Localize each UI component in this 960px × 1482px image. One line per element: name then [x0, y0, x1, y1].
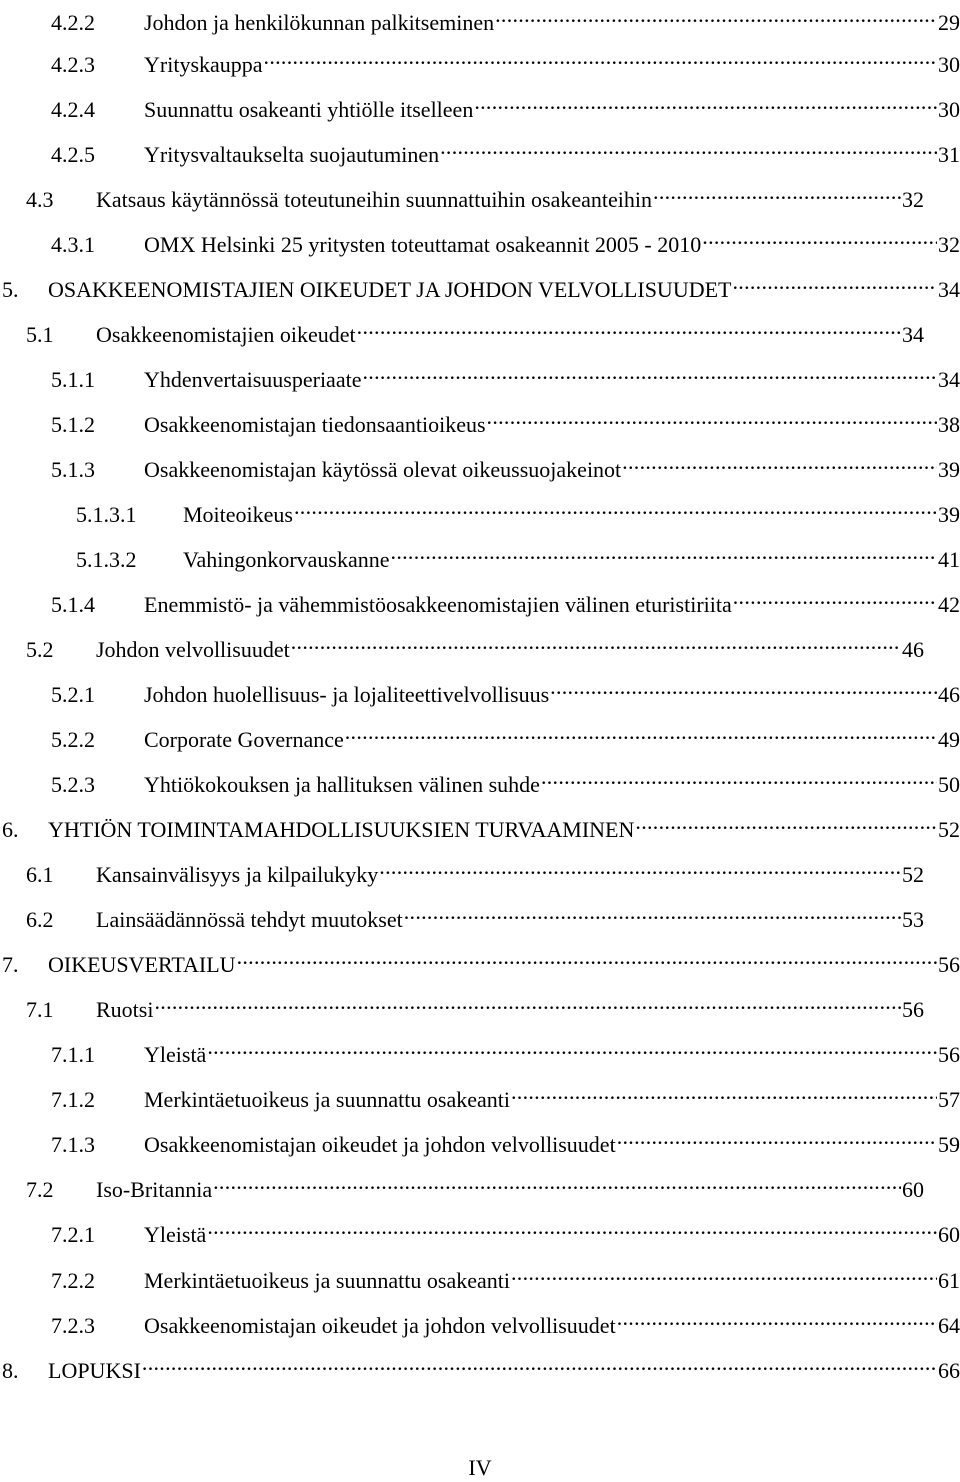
toc-entry-page: 57 — [938, 1087, 960, 1112]
toc-leader-dots — [345, 717, 937, 747]
toc-entry-number: 6. — [2, 817, 19, 842]
toc-entry-page: 30 — [938, 97, 960, 122]
toc-entry-number: 7.1.3 — [51, 1132, 95, 1157]
toc-leader-dots — [653, 177, 901, 207]
toc-entry-number: 5.1.3.1 — [76, 502, 137, 527]
toc-entry[interactable] — [51, 357, 960, 392]
toc-entry[interactable] — [51, 1258, 960, 1293]
toc-leader-dots — [702, 222, 937, 252]
toc-entry[interactable] — [51, 1032, 960, 1067]
toc-entry-title: Lainsäädännössä tehdyt muutokset — [96, 907, 403, 932]
toc-entry[interactable] — [76, 537, 960, 572]
toc-entry-title: Osakkeenomistajan tiedonsaantioikeus — [144, 412, 486, 437]
toc-entry-page: 53 — [902, 907, 924, 932]
toc-entry[interactable] — [76, 492, 960, 527]
page-number: IV — [468, 1455, 492, 1480]
toc-entry[interactable] — [2, 1348, 960, 1383]
toc-entry-page: 42 — [938, 592, 960, 617]
toc-leader-dots — [391, 537, 937, 567]
toc-entry[interactable] — [51, 582, 960, 617]
toc-entry[interactable] — [51, 132, 960, 167]
toc-leader-dots — [541, 762, 937, 792]
toc-entry-page: 39 — [938, 502, 960, 527]
toc-entry-title: Moiteoikeus — [183, 502, 293, 527]
toc-leader-dots — [357, 312, 901, 342]
toc-leader-dots — [237, 942, 937, 972]
toc-entry-title: Osakkeenomistajan oikeudet ja johdon velvollisuudet — [144, 1132, 616, 1157]
toc-entry-number: 5.1.3 — [51, 457, 95, 482]
toc-entry-number: 7. — [2, 952, 19, 977]
toc-entry-title: OMX Helsinki 25 yritysten toteuttamat osakeannit 2005 - 2010 — [144, 232, 702, 257]
toc-entry-number: 7.2.2 — [51, 1268, 95, 1293]
toc-leader-dots — [379, 852, 901, 882]
toc-entry-title: Suunnattu osakeanti yhtiölle itselleen — [144, 97, 474, 122]
toc-entry[interactable] — [51, 717, 960, 752]
toc-entry[interactable] — [2, 942, 960, 977]
toc-leader-dots — [154, 987, 901, 1017]
toc-entry[interactable] — [51, 222, 960, 257]
toc-entry-number: 7.1 — [26, 997, 54, 1022]
toc-entry-title: Kansainvälisyys ja kilpailukyky — [96, 862, 379, 887]
toc-leader-dots — [142, 1348, 937, 1378]
toc-entry-title: Yrityskauppa — [144, 52, 263, 77]
toc-entry-page: 66 — [938, 1358, 960, 1383]
toc-entry-page: 52 — [938, 817, 960, 842]
toc-entry-title: Vahingonkorvauskanne — [183, 547, 390, 572]
toc-entry[interactable] — [51, 672, 960, 707]
toc-entry-number: 5.2.1 — [51, 682, 95, 707]
toc-leader-dots — [550, 672, 937, 702]
toc-entry-page: 59 — [938, 1132, 960, 1157]
toc-entry-title: YHTIÖN TOIMINTAMAHDOLLISUUKSIEN TURVAAMINEN — [48, 817, 635, 842]
toc-entry[interactable] — [51, 42, 960, 77]
toc-entry-title: Johdon huolellisuus- ja lojaliteettivelvollisuus — [144, 682, 550, 707]
toc-entry-page: 56 — [938, 952, 960, 977]
toc-entry-title: Merkintäetuoikeus ja suunnattu osakeanti — [144, 1087, 510, 1112]
toc-entry-page: 31 — [938, 142, 960, 167]
toc-leader-dots — [617, 1303, 937, 1333]
toc-entry[interactable] — [51, 1212, 960, 1247]
toc-entry-number: 5.2.2 — [51, 727, 95, 752]
toc-entry-number: 4.2.5 — [51, 142, 95, 167]
toc-entry-number: 7.2.1 — [51, 1222, 95, 1247]
toc-entry[interactable] — [26, 852, 924, 887]
toc-entry-number: 4.2.2 — [51, 10, 95, 35]
toc-leader-dots — [487, 402, 937, 432]
toc-entry-page: 32 — [938, 232, 960, 257]
toc-entry[interactable] — [51, 1077, 960, 1112]
toc-entry-title: Enemmistö- ja vähemmistöosakkeenomistajien välinen eturistiriita — [144, 592, 732, 617]
toc-entry-title: Osakkeenomistajan käytössä olevat oikeussuojakeinot — [144, 457, 622, 482]
toc-entry-page: 34 — [902, 322, 924, 347]
toc-leader-dots — [511, 1258, 937, 1288]
toc-entry-number: 4.2.3 — [51, 52, 95, 77]
toc-entry[interactable] — [51, 402, 960, 437]
toc-entry-title: Yritysvaltaukselta suojautuminen — [144, 142, 440, 167]
toc-entry-page: 46 — [902, 637, 924, 662]
toc-entry-title: OIKEUSVERTAILU — [48, 952, 236, 977]
toc-entry-number: 5.1.2 — [51, 412, 95, 437]
toc-entry-title: Iso-Britannia — [96, 1177, 213, 1202]
toc-leader-dots — [294, 492, 937, 522]
toc-entry-number: 5.2.3 — [51, 772, 95, 797]
toc-entry-number: 7.1.2 — [51, 1087, 95, 1112]
toc-leader-dots — [622, 447, 937, 477]
toc-leader-dots — [207, 1032, 937, 1062]
toc-entry-page: 64 — [938, 1313, 960, 1338]
toc-entry-number: 7.2 — [26, 1177, 54, 1202]
toc-entry-title: Merkintäetuoikeus ja suunnattu osakeanti — [144, 1268, 510, 1293]
toc-entry-number: 5.1.4 — [51, 592, 95, 617]
toc-entry-title: Yleistä — [144, 1042, 207, 1067]
toc-entry-page: 46 — [938, 682, 960, 707]
toc-entry-number: 5.1.3.2 — [76, 547, 137, 572]
toc-leader-dots — [213, 1167, 901, 1197]
toc-entry-number: 5.2 — [26, 637, 54, 662]
toc-leader-dots — [404, 897, 901, 927]
toc-entry-title: Osakkeenomistajien oikeudet — [96, 322, 356, 347]
toc-leader-dots — [291, 627, 901, 657]
toc-entry-number: 7.1.1 — [51, 1042, 95, 1067]
toc-leader-dots — [440, 132, 937, 162]
toc-entry-page: 60 — [938, 1222, 960, 1247]
toc-entry-title: OSAKKEENOMISTAJIEN OIKEUDET JA JOHDON VELVOLLISUUDET — [48, 277, 732, 302]
toc-entry[interactable] — [51, 87, 960, 122]
toc-entry-page: 30 — [938, 52, 960, 77]
toc-leader-dots — [732, 267, 937, 297]
toc-entry[interactable] — [2, 807, 960, 842]
toc-entry-page: 34 — [938, 277, 960, 302]
toc-entry-page: 50 — [938, 772, 960, 797]
toc-entry-page: 61 — [938, 1268, 960, 1293]
toc-entry[interactable] — [51, 762, 960, 797]
toc-entry-number: 7.2.3 — [51, 1313, 95, 1338]
toc-entry-number: 5.1.1 — [51, 367, 95, 392]
toc-entry[interactable] — [26, 897, 924, 932]
toc-entry[interactable] — [51, 447, 960, 482]
toc-entry-title: Yhdenvertaisuusperiaate — [144, 367, 362, 392]
toc-entry-page: 34 — [938, 367, 960, 392]
toc-entry-number: 4.3 — [26, 187, 54, 212]
toc-leader-dots — [511, 1077, 937, 1107]
toc-entry-number: 8. — [2, 1358, 19, 1383]
toc-entry[interactable] — [51, 1122, 960, 1157]
toc-entry-page: 39 — [938, 457, 960, 482]
toc-leader-dots — [362, 357, 937, 387]
toc-entry[interactable] — [51, 0, 960, 35]
toc-entry-title: Osakkeenomistajan oikeudet ja johdon velvollisuudet — [144, 1313, 616, 1338]
toc-leader-dots — [635, 807, 937, 837]
toc-entry-title: Yleistä — [144, 1222, 207, 1247]
toc-entry-page: 32 — [902, 187, 924, 212]
toc-entry[interactable] — [26, 987, 924, 1022]
toc-entry[interactable] — [26, 177, 924, 212]
toc-entry-title: Johdon velvollisuudet — [96, 637, 290, 662]
toc-leader-dots — [474, 87, 937, 117]
toc-entry-number: 6.1 — [26, 862, 54, 887]
toc-entry-number: 4.3.1 — [51, 232, 95, 257]
toc-entry-page: 38 — [938, 412, 960, 437]
toc-entry[interactable] — [2, 267, 960, 302]
toc-entry-title: Johdon ja henkilökunnan palkitseminen — [144, 10, 495, 35]
toc-entry-page: 56 — [902, 997, 924, 1022]
toc-leader-dots — [733, 582, 937, 612]
toc-entry-page: 56 — [938, 1042, 960, 1067]
toc-leader-dots — [617, 1122, 937, 1152]
toc-entry-title: LOPUKSI — [48, 1358, 141, 1383]
toc-leader-dots — [495, 0, 937, 30]
toc-entry[interactable] — [26, 1167, 924, 1202]
toc-entry-page: 49 — [938, 727, 960, 752]
toc-entry-number: 5.1 — [26, 322, 54, 347]
toc-entry-number: 6.2 — [26, 907, 54, 932]
toc-entry-page: 41 — [938, 547, 960, 572]
toc-entry-page: 60 — [902, 1177, 924, 1202]
toc-leader-dots — [207, 1212, 937, 1242]
toc-entry-number: 4.2.4 — [51, 97, 95, 122]
toc-leader-dots — [264, 42, 937, 72]
toc-entry-page: 29 — [938, 10, 960, 35]
toc-entry-page: 52 — [902, 862, 924, 887]
toc-entry[interactable] — [51, 1303, 960, 1338]
toc-entry-title: Yhtiökokouksen ja hallituksen välinen suhde — [144, 772, 540, 797]
toc-entry-title: Corporate Governance — [144, 727, 344, 752]
toc-entry-number: 5. — [2, 277, 19, 302]
toc-entry[interactable] — [26, 312, 924, 347]
toc-entry-title: Ruotsi — [96, 997, 154, 1022]
toc-entry[interactable] — [26, 627, 924, 662]
toc-entry-title: Katsaus käytännössä toteutuneihin suunnattuihin osakeanteihin — [96, 187, 653, 212]
